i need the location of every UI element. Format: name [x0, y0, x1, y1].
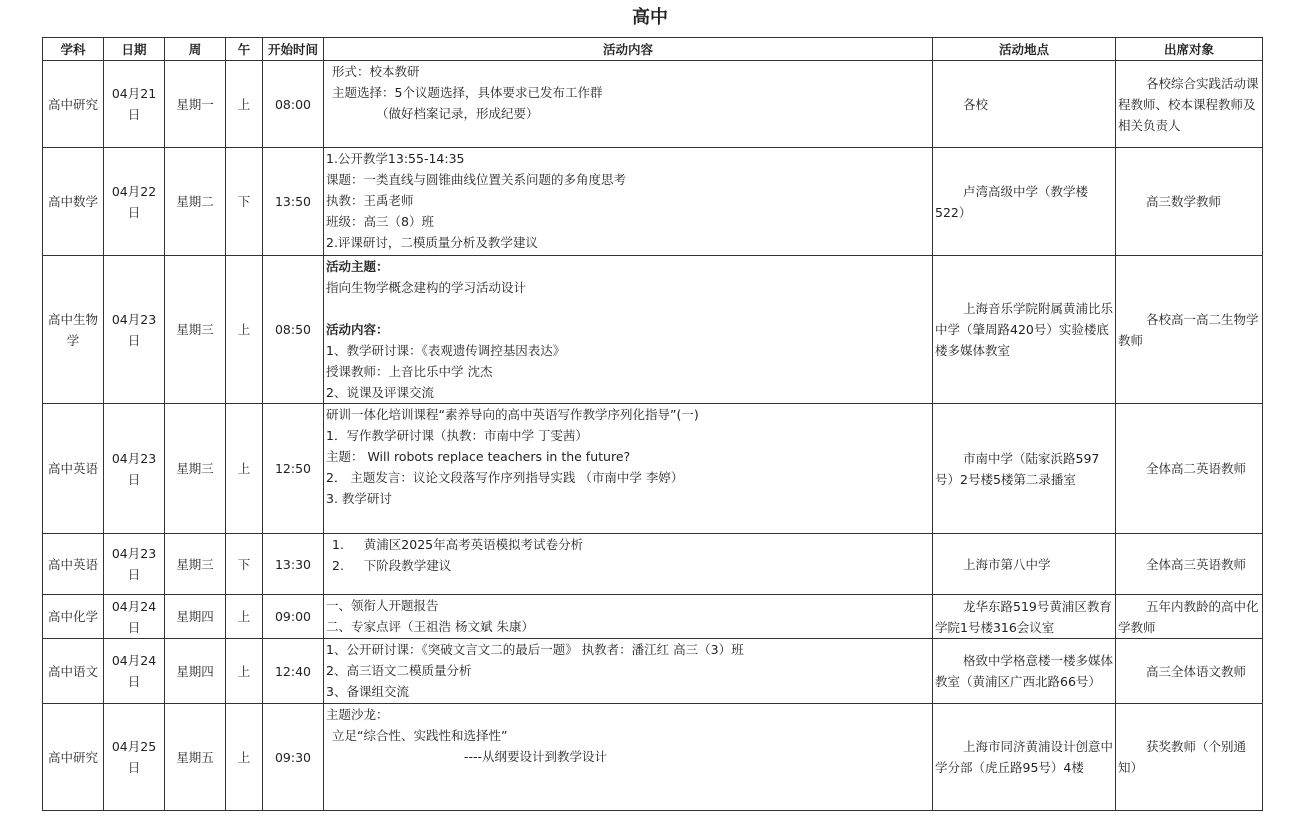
weekday-cell: 星期三 — [165, 534, 226, 595]
content-line: 主题选择：5个议题选择，具体要求已发布工作群 — [332, 85, 603, 100]
table-row — [43, 639, 1263, 704]
content-line: 2． 主题发言：议论文段落写作序列指导实践 （市南中学 李婷） — [326, 470, 684, 485]
date-cell: 04月23日 — [104, 404, 165, 534]
table-row — [43, 534, 1263, 595]
weekday-cell: 星期四 — [165, 595, 226, 639]
content-cell — [324, 534, 933, 595]
weekday-cell: 星期五 — [165, 704, 226, 811]
content-line: 主题： Will robots replace teachers in the future? — [326, 449, 631, 464]
content-cell — [324, 61, 933, 148]
content-cell — [324, 639, 933, 704]
half-day-cell: 上 — [226, 61, 263, 148]
content-line: 课题：一类直线与圆锥曲线位置关系问题的多角度思考 — [326, 172, 627, 187]
subject-cell: 高中英语 — [43, 404, 104, 534]
schedule-table — [42, 37, 1263, 811]
content-line: 3、备课组交流 — [326, 684, 409, 699]
audience-cell: 高三全体语文教师 — [1116, 639, 1263, 704]
content-line: ----从纲要设计到教学设计 — [464, 749, 608, 764]
subject-cell: 高中生物学 — [43, 256, 104, 404]
location-cell: 格致中学格意楼一楼多媒体教室（黄浦区广西北路66号） — [933, 639, 1116, 704]
location-cell: 龙华东路519号黄浦区教育学院1号楼316会议室 — [933, 595, 1116, 639]
location-cell: 上海音乐学院附属黄浦比乐中学（肇周路420号）实验楼底楼多媒体教室 — [933, 256, 1116, 404]
content-cell — [324, 148, 933, 256]
header-content: 活动内容 — [324, 38, 933, 61]
table-row — [43, 595, 1263, 639]
weekday-cell: 星期四 — [165, 639, 226, 704]
header-subject: 学科 — [43, 38, 104, 61]
content-line: 授课教师：上音比乐中学 沈杰 — [326, 364, 493, 379]
content-line: 二、专家点评（王祖浩 杨文斌 朱康） — [326, 619, 534, 634]
weekday-cell: 星期二 — [165, 148, 226, 256]
content-line: 1.公开教学13:55-14:35 — [326, 151, 465, 166]
time-cell: 08:50 — [263, 256, 324, 404]
half-day-cell: 上 — [226, 404, 263, 534]
content-line: 1．写作教学研讨课（执教：市南中学 丁雯茜） — [326, 428, 588, 443]
time-cell: 13:50 — [263, 148, 324, 256]
weekday-cell: 星期三 — [165, 404, 226, 534]
audience-cell: 各校高一高二生物学教师 — [1116, 256, 1263, 404]
weekday-cell: 星期三 — [165, 256, 226, 404]
page-title: 高中 — [632, 7, 668, 28]
content-heading: 活动主题： — [326, 259, 389, 274]
audience-cell: 全体高三英语教师 — [1116, 534, 1263, 595]
subject-cell: 高中研究 — [43, 704, 104, 811]
content-line: 研训一体化培训课程“素养导向的高中英语写作教学序列化指导”(一) — [326, 407, 699, 422]
audience-cell: 获奖教师（个别通知） — [1116, 704, 1263, 811]
content-line: 主题沙龙： — [326, 707, 389, 722]
time-cell: 09:30 — [263, 704, 324, 811]
table-row — [43, 256, 1263, 404]
content-line: 立足“综合性、实践性和选择性” — [332, 728, 508, 743]
header-half-day: 午 — [226, 38, 263, 61]
table-row — [43, 148, 1263, 256]
content-line: 1、教学研讨课：《表观遗传调控基因表达》 — [326, 343, 566, 358]
content-line: 2.评课研讨，二模质量分析及教学建议 — [326, 235, 538, 250]
location-cell: 卢湾高级中学（教学楼522） — [933, 148, 1116, 256]
header-weekday: 周 — [165, 38, 226, 61]
half-day-cell: 上 — [226, 256, 263, 404]
location-cell: 各校 — [933, 61, 1116, 148]
subject-cell: 高中语文 — [43, 639, 104, 704]
audience-cell: 高三数学教师 — [1116, 148, 1263, 256]
time-cell: 13:30 — [263, 534, 324, 595]
table-row — [43, 404, 1263, 534]
content-cell — [324, 595, 933, 639]
audience-cell: 五年内教龄的高中化学教师 — [1116, 595, 1263, 639]
subject-cell: 高中化学 — [43, 595, 104, 639]
content-line: 形式：校本教研 — [332, 64, 420, 79]
header-location: 活动地点 — [933, 38, 1116, 61]
content-line: 2、说课及评课交流 — [326, 385, 434, 400]
subject-cell: 高中研究 — [43, 61, 104, 148]
half-day-cell: 下 — [226, 148, 263, 256]
header-start-time: 开始时间 — [263, 38, 324, 61]
content-line: 指向生物学概念建构的学习活动设计 — [326, 280, 527, 295]
location-cell: 市南中学（陆家浜路597号）2号楼5楼第二录播室 — [933, 404, 1116, 534]
subject-cell: 高中数学 — [43, 148, 104, 256]
date-cell: 04月24日 — [104, 595, 165, 639]
content-heading: 活动内容： — [326, 322, 389, 337]
time-cell: 09:00 — [263, 595, 324, 639]
audience-cell: 全体高二英语教师 — [1116, 404, 1263, 534]
weekday-cell: 星期一 — [165, 61, 226, 148]
content-line: 1、公开研讨课：《突破文言文二的最后一题》 执教者：潘江红 高三（3）班 — [326, 642, 744, 657]
content-cell — [324, 704, 933, 811]
time-cell: 12:50 — [263, 404, 324, 534]
half-day-cell: 下 — [226, 534, 263, 595]
content-line: 执教：王禹老师 — [326, 193, 414, 208]
table-row — [43, 61, 1263, 148]
table-row — [43, 704, 1263, 811]
content-line: 2. 下阶段教学建议 — [332, 558, 452, 573]
content-cell — [324, 256, 933, 404]
date-cell: 04月23日 — [104, 534, 165, 595]
content-line: 班级：高三（8）班 — [326, 214, 434, 229]
content-line: 2、高三语文二模质量分析 — [326, 663, 472, 678]
content-blank-line — [326, 298, 930, 319]
date-cell: 04月25日 — [104, 704, 165, 811]
half-day-cell: 上 — [226, 639, 263, 704]
date-cell: 04月23日 — [104, 256, 165, 404]
subject-cell: 高中英语 — [43, 534, 104, 595]
location-cell: 上海市同济黄浦设计创意中学分部（虎丘路95号）4楼 — [933, 704, 1116, 811]
content-line: （做好档案记录，形成纪要） — [376, 106, 539, 121]
content-line: 一、领衔人开题报告 — [326, 598, 439, 613]
header-row — [43, 38, 1263, 61]
content-line: 3. 教学研讨 — [326, 491, 392, 506]
date-cell: 04月24日 — [104, 639, 165, 704]
time-cell: 12:40 — [263, 639, 324, 704]
header-date: 日期 — [104, 38, 165, 61]
content-cell — [324, 404, 933, 534]
header-audience: 出席对象 — [1116, 38, 1263, 61]
time-cell: 08:00 — [263, 61, 324, 148]
date-cell: 04月21日 — [104, 61, 165, 148]
half-day-cell: 上 — [226, 704, 263, 811]
content-line: 1. 黄浦区2025年高考英语模拟考试卷分析 — [332, 537, 584, 552]
date-cell: 04月22日 — [104, 148, 165, 256]
audience-cell: 各校综合实践活动课程教师、校本课程教师及相关负责人 — [1116, 61, 1263, 148]
half-day-cell: 上 — [226, 595, 263, 639]
location-cell: 上海市第八中学 — [933, 534, 1116, 595]
